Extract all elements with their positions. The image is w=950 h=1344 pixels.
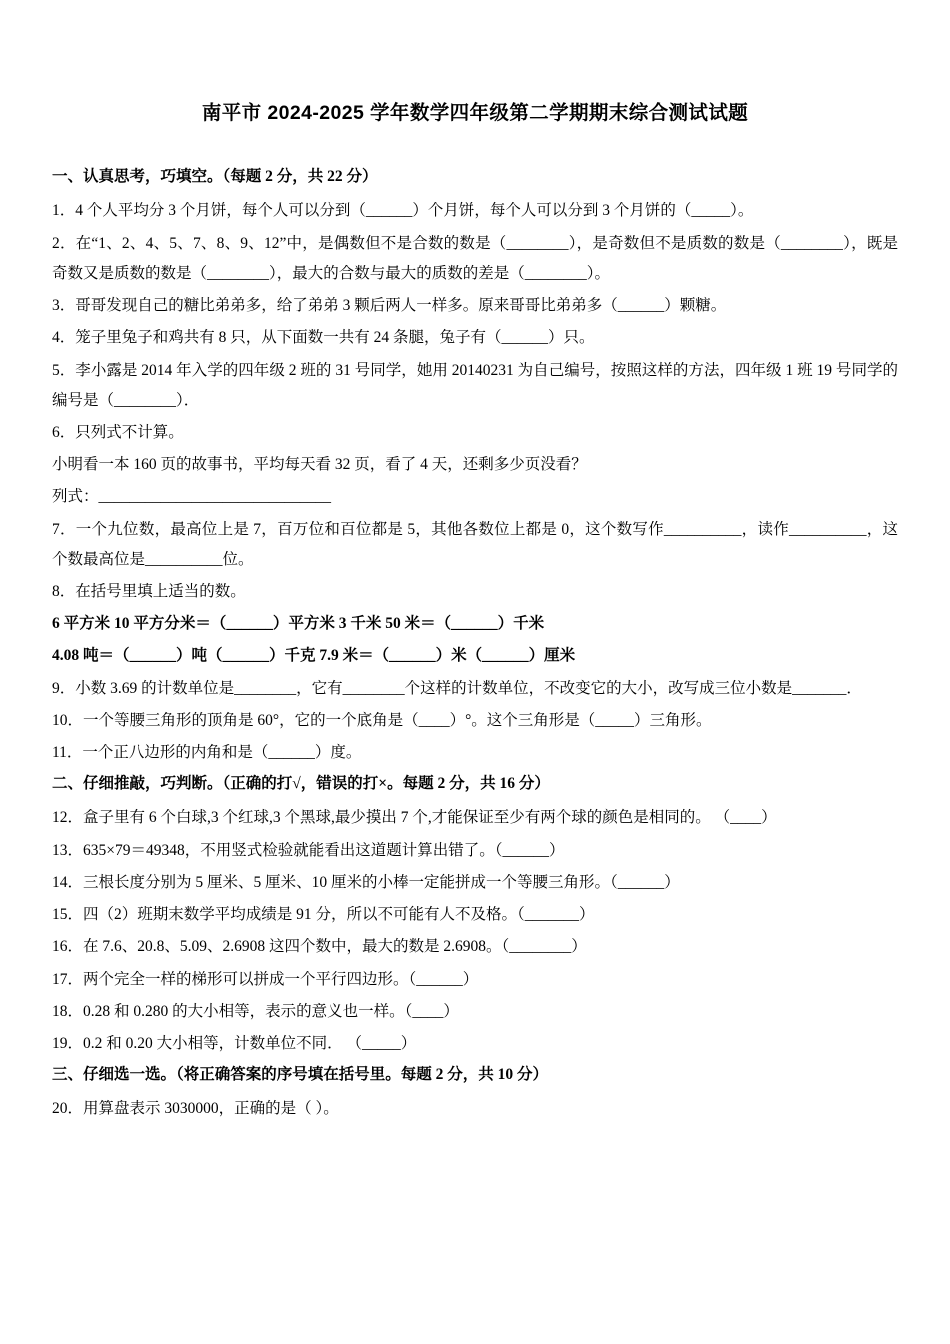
question-14: 14．三根长度分别为 5 厘米、5 厘米、10 厘米的小棒一定能拼成一个等腰三角形。（______） (52, 873, 680, 891)
question-7: 7．一个九位数，最高位上是 7，百万位和百位都是 5，其他各数位上都是 0，这个数写作__________，读作__________，这个数最高位是__________位。 (52, 520, 898, 568)
question-3: 3．哥哥发现自己的糖比弟弟多，给了弟弟 3 颗后两人一样多。原来哥哥比弟弟多（______）颗糖。 (52, 297, 727, 315)
question-4: 4．笼子里兔子和鸡共有 8 只，从下面数一共有 24 条腿，兔子有（______）只。 (52, 329, 595, 347)
page-title: 南平市 2024-2025 学年数学四年级第二学期期末综合测试试题 (201, 102, 749, 124)
question-5: 5．李小露是 2014 年入学的四年级 2 班的 31 号同学，她用 20140231 为自己编号，按照这样的方法，四年级 1 班 19 号同学的编号是（________）． (52, 361, 898, 409)
question-6: 6．只列式不计算。 (52, 423, 184, 441)
question-18: 18．0.28 和 0.280 的大小相等，表示的意义也一样。（____） (52, 1002, 459, 1020)
question-6-answer-line: 列式：______________________________ (52, 488, 332, 506)
question-17: 17．两个完全一样的梯形可以拼成一个平行四边形。（______） (52, 970, 479, 988)
question-20: 20．用算盘表示 3030000，正确的是（ ）。 (52, 1100, 339, 1118)
section-heading-true-false: 二、仔细推敲，巧判断。（正确的打√，错误的打×。每题 2 分，共 16 分） (52, 775, 550, 793)
question-1: 1．4 个人平均分 3 个月饼，每个人可以分到（______）个月饼，每个人可以分到 3 个月饼的（_____）。 (52, 202, 754, 220)
question-8-line-2: 4.08 吨＝（______）吨（______）千克 7.9 米＝（______）米（______）厘米 (52, 647, 576, 665)
question-9: 9．小数 3.69 的计数单位是________，它有________个这样的计数单位，不改变它的大小，改写成三位小数是_______． (52, 679, 862, 697)
question-13: 13．635×79＝49348，不用竖式检验就能看出这道题计算出错了。（______） (52, 841, 565, 859)
question-8: 8．在括号里填上适当的数。 (52, 583, 246, 601)
question-16: 16．在 7.6、20.8、5.09、2.6908 这四个数中，最大的数是 2.6908。（________） (52, 938, 587, 956)
section-heading-fill-in: 一、认真思考，巧填空。（每题 2 分，共 22 分） (52, 168, 378, 186)
question-19: 19．0.2 和 0.20 大小相等，计数单位不同． （_____） (52, 1035, 417, 1053)
question-11: 11．一个正八边形的内角和是（______）度。 (52, 744, 362, 762)
section-heading-multiple-choice: 三、仔细选一选。（将正确答案的序号填在括号里。每题 2 分，共 10 分） (52, 1066, 549, 1084)
question-12: 12．盒子里有 6 个白球,3 个红球,3 个黑球,最少摸出 7 个,才能保证至少有两个球的颜色是相同的。 （____） (52, 809, 777, 827)
question-10: 10．一个等腰三角形的顶角是 60°，它的一个底角是（____）°。这个三角形是（_____）三角形。 (52, 711, 712, 729)
question-2: 2．在“1、2、4、5、7、8、9、12”中，是偶数但不是合数的数是（________），是奇数但不是质数的数是（________），既是奇数又是质数的数是（________），最大的合数与最大的质数的差是（________）。 (52, 234, 898, 282)
question-8-line-1: 6 平方米 10 平方分米＝（______）平方米 3 千米 50 米＝（______）千米 (52, 615, 545, 633)
question-6-body: 小明看一本 160 页的故事书，平均每天看 32 页，看了 4 天，还剩多少页没看？ (52, 456, 587, 474)
question-15: 15．四（2）班期末数学平均成绩是 91 分，所以不可能有人不及格。（_______） (52, 906, 595, 924)
